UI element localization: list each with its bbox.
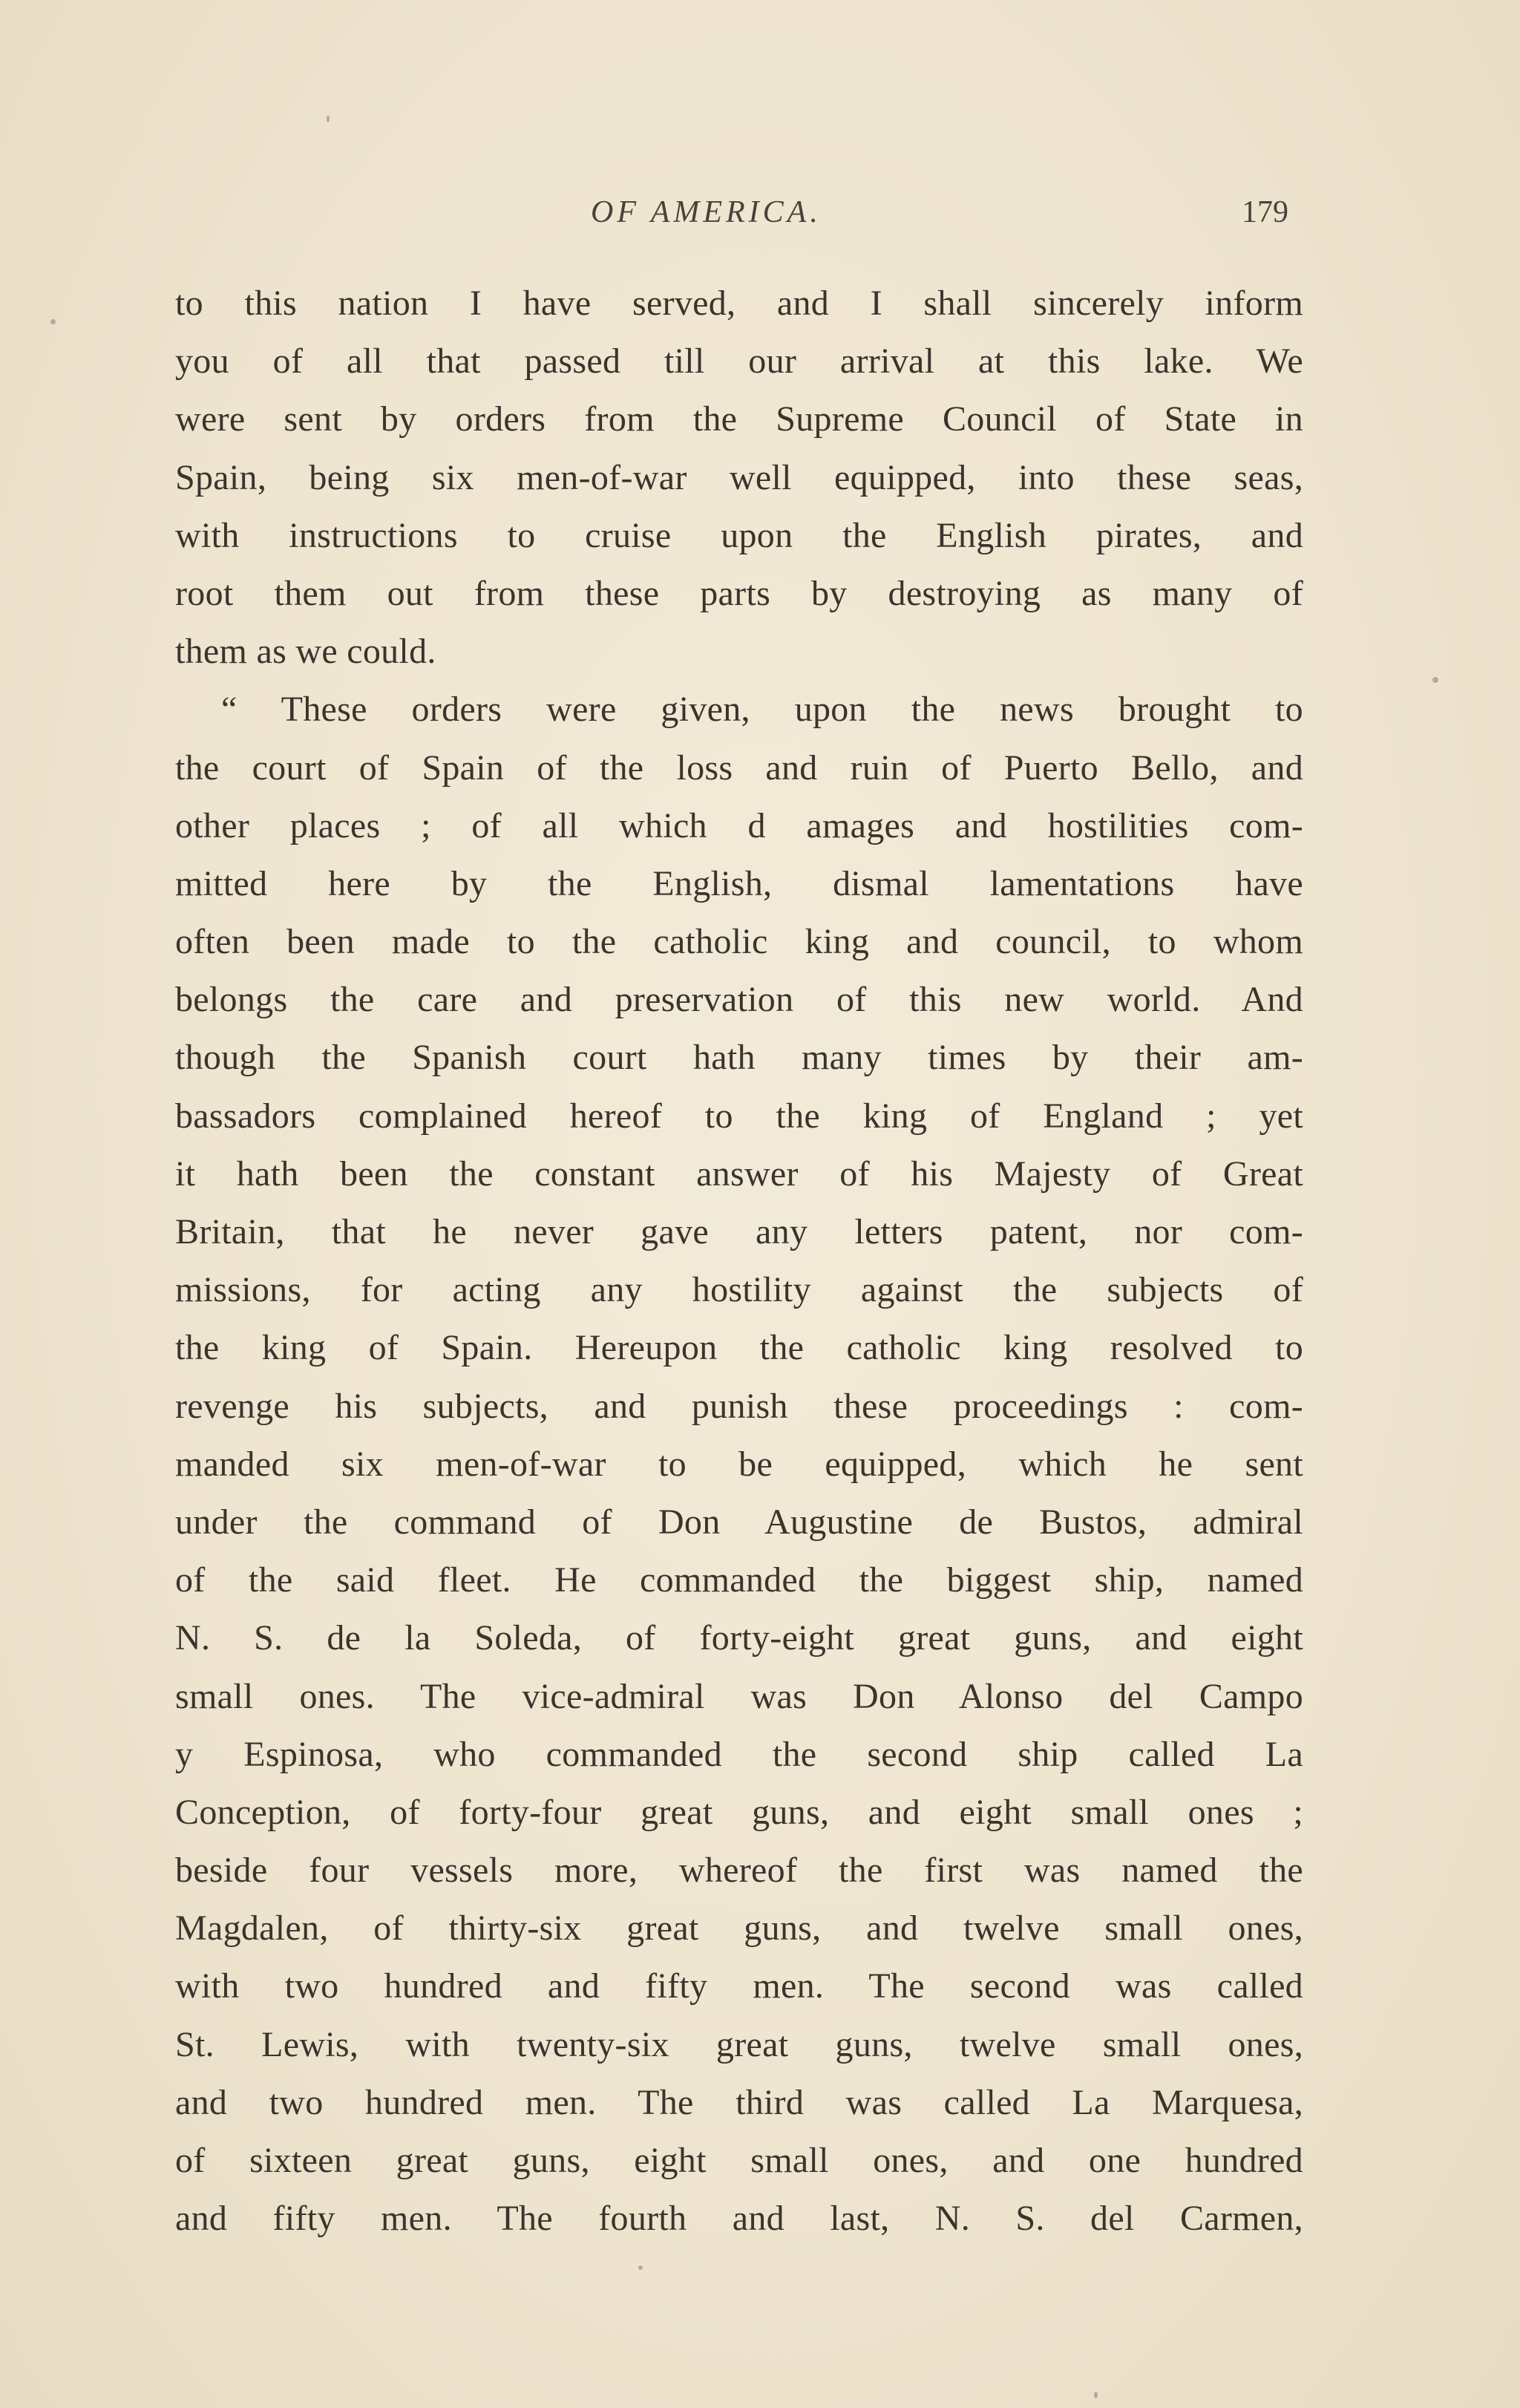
text-line: Britain, that he never gave any letters patent, nor com- — [175, 1212, 1303, 1252]
text-line: Conception, of forty-four great guns, and eight small ones ; — [175, 1792, 1303, 1832]
text-line: under the command of Don Augustine de Bustos, admiral — [175, 1502, 1303, 1542]
paper-speck — [638, 2265, 643, 2270]
text-line: often been made to the catholic king and council, to whom — [175, 922, 1303, 962]
text-line: Magdalen, of thirty-six great guns, and twelve small ones, — [175, 1908, 1303, 1949]
text-line: with instructions to cruise upon the English pirates, and — [175, 515, 1303, 555]
body-text — [175, 275, 1303, 2248]
text-line: of sixteen great guns, eight small ones, and one hundred — [175, 2141, 1303, 2180]
text-line: missions, for acting any hostility against the subjects of — [175, 1270, 1303, 1310]
text-line: though the Spanish court hath many times by their am- — [175, 1038, 1303, 1078]
text-line: small ones. The vice-admiral was Don Alonso del Campo — [175, 1676, 1303, 1716]
text-line: of the said fleet. He commanded the biggest ship, named — [175, 1560, 1303, 1600]
text-line: root them out from these parts by destroying as many of — [175, 573, 1303, 613]
text-line: manded six men-of-war to be equipped, which he sent — [175, 1444, 1303, 1484]
text-line: N. S. de la Soleda, of forty-eight great guns, and eight — [175, 1618, 1303, 1658]
text-line: it hath been the constant answer of his Majesty of Great — [175, 1154, 1303, 1194]
text-line: other places ; of all which d amages and hostilities com- — [175, 805, 1303, 845]
text-line: y Espinosa, who commanded the second ship called La — [175, 1734, 1303, 1774]
text-line: mitted here by the English, dismal lamentations have — [175, 863, 1303, 903]
text-line: “ These orders were given, upon the news brought to — [221, 690, 1303, 730]
text-line: beside four vessels more, whereof the first was named the — [175, 1851, 1303, 1891]
paper-speck — [50, 319, 56, 324]
page-header — [175, 194, 1288, 246]
text-line: and two hundred men. The third was called La Marquesa, — [175, 2082, 1303, 2122]
text-line: them as we could. — [175, 632, 436, 672]
text-line: you of all that passed till our arrival at this lake. We — [175, 341, 1303, 382]
paper-speck — [327, 115, 330, 122]
text-line: bassadors complained hereof to the king of England ; yet — [175, 1096, 1303, 1136]
running-title: OF AMERICA. — [591, 195, 822, 229]
text-line: were sent by orders from the Supreme Council of State in — [175, 399, 1303, 439]
text-line: and fifty men. The fourth and last, N. S. del Carmen, — [175, 2199, 1303, 2239]
text-line: the court of Spain of the loss and ruin of Puerto Bello, and — [175, 747, 1303, 788]
paper-speck — [1432, 677, 1438, 683]
paper-speck — [1094, 2392, 1098, 2398]
text-line: to this nation I have served, and I shall sincerely inform — [175, 284, 1303, 323]
page-number: 179 — [1242, 195, 1288, 229]
text-line: the king of Spain. Hereupon the catholic king resolved to — [175, 1328, 1303, 1368]
text-line: Spain, being six men-of-war well equipped, into these seas, — [175, 457, 1303, 497]
text-line: with two hundred and fifty men. The second was called — [175, 1966, 1303, 2006]
text-line: St. Lewis, with twenty-six great guns, twelve small ones, — [175, 2024, 1303, 2064]
text-line: belongs the care and preservation of this new world. And — [175, 980, 1303, 1020]
text-line: revenge his subjects, and punish these proceedings : com- — [175, 1386, 1303, 1426]
